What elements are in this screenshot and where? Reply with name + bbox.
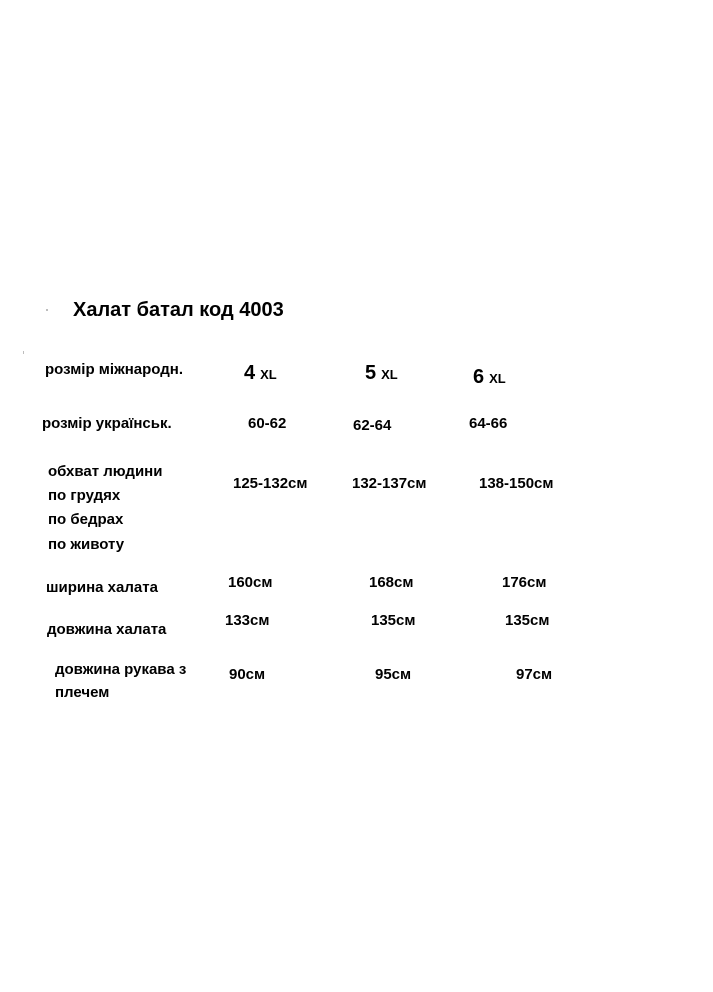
sleeve-value: 97см: [516, 666, 553, 683]
size-suffix: XL: [260, 367, 277, 382]
length-value: 135см: [371, 612, 416, 629]
label-girth-belly: по животу: [48, 536, 125, 553]
size-number: 5: [365, 362, 377, 384]
size-4xl: [244, 363, 277, 383]
girth-value: 132-137см: [352, 475, 427, 492]
width-value: 160см: [228, 574, 273, 591]
sleeve-value: 95см: [375, 666, 412, 683]
size-suffix: XL: [489, 371, 506, 386]
scan-speck: [23, 351, 24, 354]
sleeve-value: 90см: [229, 666, 266, 683]
label-sleeve: довжина рукава з: [55, 661, 187, 678]
length-value: 133см: [225, 612, 270, 629]
girth-value: 138-150см: [479, 475, 554, 492]
size-suffix: XL: [381, 367, 398, 382]
ukr-size-value: 64-66: [469, 415, 508, 432]
size-number: 6: [473, 366, 485, 388]
width-value: 176см: [502, 574, 547, 591]
scan-speck: [46, 309, 48, 311]
width-value: 168см: [369, 574, 414, 591]
label-ukr-size: розмір українськ.: [42, 415, 172, 432]
label-length: довжина халата: [47, 621, 167, 638]
size-5xl: [365, 363, 398, 383]
label-girth: обхват людини: [48, 463, 163, 480]
length-value: 135см: [505, 612, 550, 629]
label-girth-chest: по грудях: [48, 487, 121, 504]
ukr-size-value: 62-64: [353, 417, 392, 434]
label-sleeve-shoulder: плечем: [55, 684, 110, 701]
label-intl-size: розмір міжнародн.: [45, 361, 183, 378]
label-girth-hips: по бедрах: [48, 511, 124, 528]
size-number: 4: [244, 362, 256, 384]
girth-value: 125-132см: [233, 475, 308, 492]
size-6xl: [473, 367, 506, 387]
label-width: ширина халата: [46, 579, 158, 596]
ukr-size-value: 60-62: [248, 415, 287, 432]
document-title: Халат батал код 4003: [73, 299, 284, 321]
